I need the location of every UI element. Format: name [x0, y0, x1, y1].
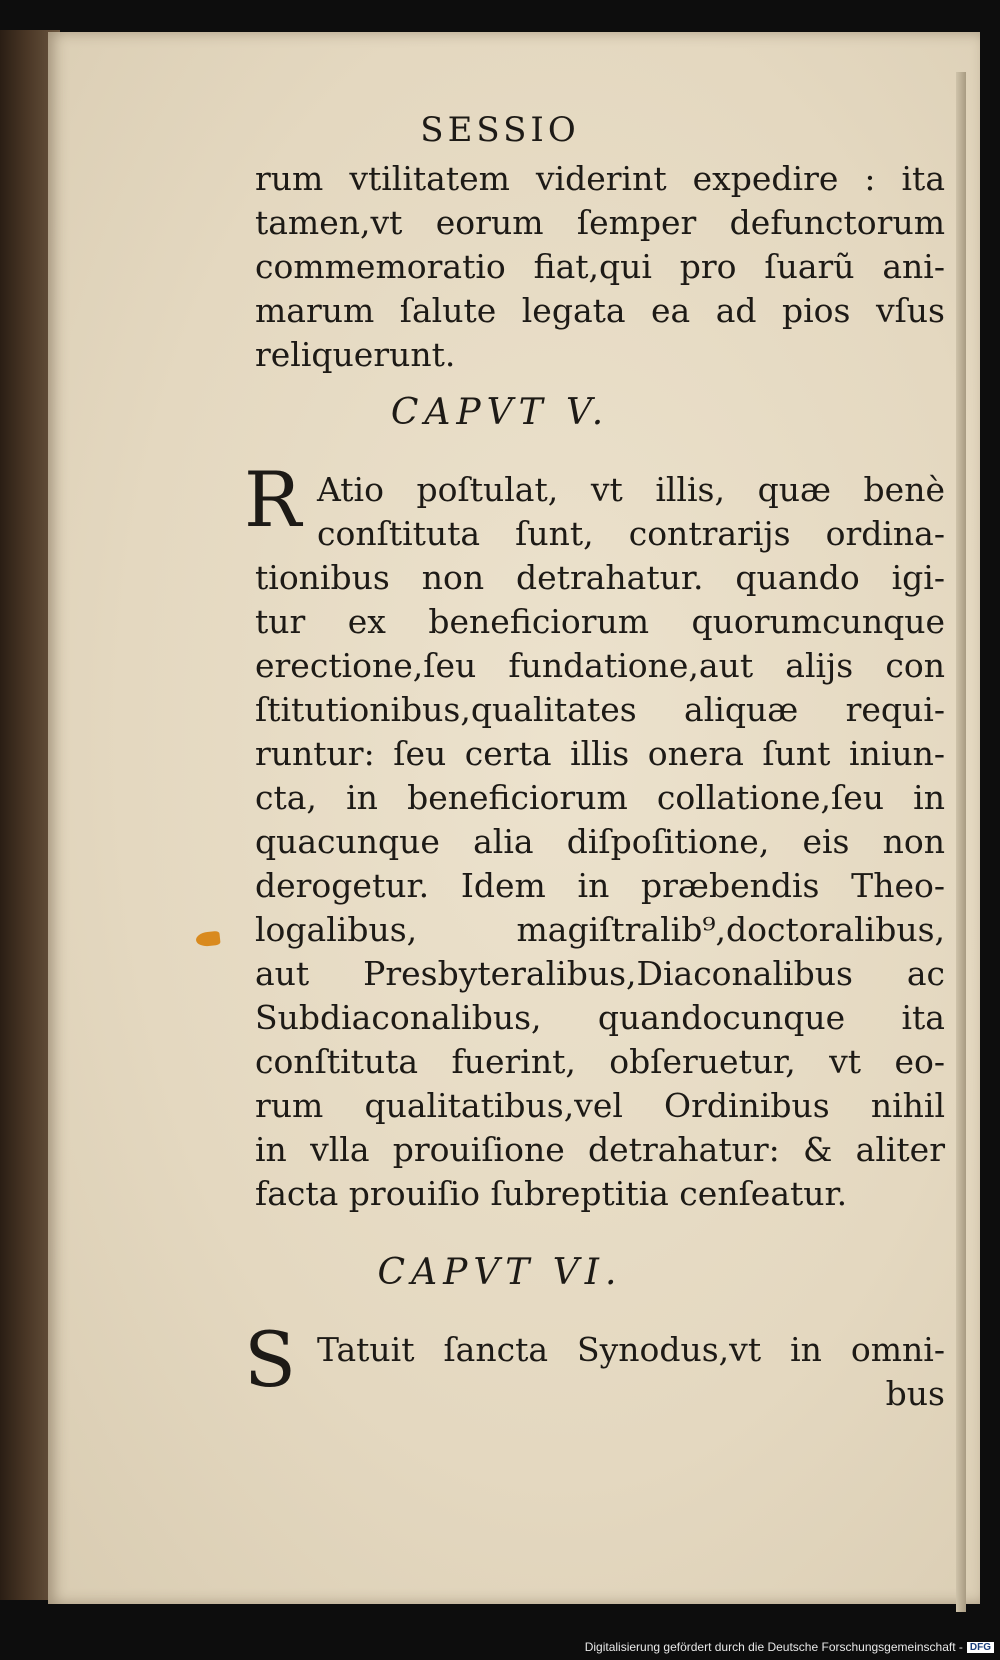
text-line: runtur: ſeu certa illis onera ſunt iniun-: [255, 734, 945, 773]
text-line: ſtitutionibus,qualitates aliquæ requi-: [255, 690, 945, 729]
text-line: facta prouiſio ſubreptitia cenſeatur.: [255, 1174, 848, 1213]
text-line: tionibus non detrahatur. quando igi-: [255, 558, 945, 597]
drop-capital-s: S: [244, 1315, 297, 1404]
text-line: conſtituta fuerint, obſeruetur, vt eo-: [255, 1042, 945, 1081]
text-line: Atio poſtulat, vt illis, quæ benè: [317, 470, 945, 509]
text-line: rum qualitatibus,vel Ordinibus nihil: [255, 1086, 945, 1125]
text-line: logalibus, magiſtralib⁹,doctoralibus,: [255, 910, 945, 949]
paragraph-1: [255, 157, 945, 377]
text-line: marum ſalute legata ea ad pios vſus: [255, 291, 945, 330]
text-line: reliquerunt.: [255, 335, 456, 374]
text-line: Subdiaconalibus, quandocunque ita: [255, 998, 945, 1037]
page-edge: [956, 72, 966, 1612]
text-line: erectione,ſeu fundatione,aut alijs con: [255, 646, 945, 685]
text-line: conſtituta ſunt, contrarijs ordina-: [317, 514, 945, 553]
text-line: commemoratio fiat,qui pro ſuarũ ani-: [255, 247, 945, 286]
running-head: SESSIO: [420, 110, 580, 150]
text-line: in vlla prouiſione detrahatur: & aliter: [255, 1130, 945, 1169]
dfg-logo: DFG: [967, 1642, 994, 1653]
chapter-6-text: [255, 1328, 945, 1416]
text-line: cta, in beneficiorum collatione,ſeu in: [255, 778, 945, 817]
digitization-footer: [585, 1640, 994, 1654]
chapter-5-text: [255, 468, 945, 1216]
drop-capital-r: R: [244, 455, 302, 544]
text-line: rum vtilitatem viderint expedire : ita: [255, 159, 945, 198]
margin-pointer-mark: [195, 931, 220, 947]
text-line: tamen,vt eorum ſemper defunctorum: [255, 203, 945, 242]
chapter-heading-5: CAPVT V.: [390, 392, 610, 433]
text-line: aut Presbyteralibus,Diaconalibus ac: [255, 954, 945, 993]
chapter-heading-6: CAPVT VI.: [377, 1252, 623, 1293]
footer-text: Digitalisierung gefördert durch die Deutsche Forschungsgemeinschaft -: [584, 1640, 963, 1654]
catchword: bus: [885, 1374, 945, 1413]
text-line: quacunque alia diſpoſitione, eis non: [255, 822, 945, 861]
text-line: Tatuit ſancta Synodus,vt in omni-: [317, 1330, 945, 1369]
text-line: derogetur. Idem in præbendis Theo-: [255, 866, 945, 905]
text-line: tur ex beneficiorum quorumcunque: [255, 602, 945, 641]
